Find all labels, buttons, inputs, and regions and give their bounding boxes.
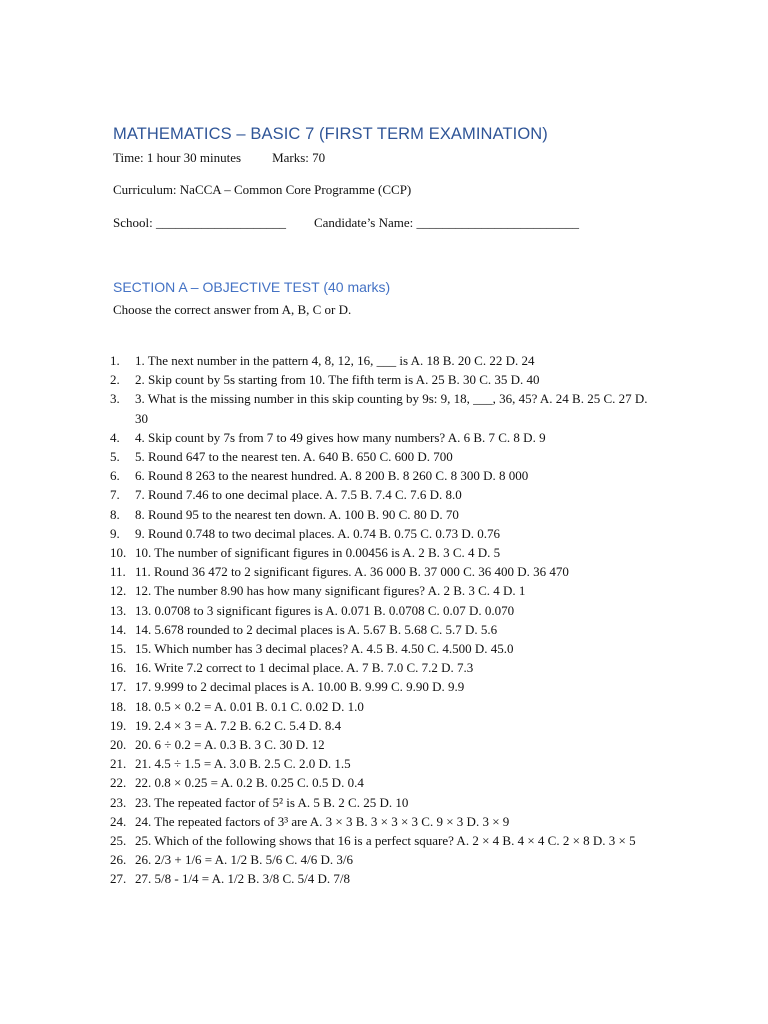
question-number: 13.	[110, 602, 127, 618]
question-number: 17.	[110, 679, 127, 695]
question-text: 26. 2/3 + 1/6 = A. 1/2 B. 5/6 C. 4/6 D. 3/6	[135, 852, 353, 868]
question-item	[110, 543, 655, 562]
question-text: 9. Round 0.748 to two decimal places. A. 0.74 B. 0.75 C. 0.73 D. 0.76	[135, 525, 501, 541]
question-text: 23. The repeated factor of 5² is A. 5 B. 2 C. 25 D. 10	[135, 794, 409, 810]
question-item	[110, 831, 655, 850]
question-text: 15. Which number has 3 decimal places? A. 4.5 B. 4.50 C. 4.500 D. 45.0	[135, 641, 514, 657]
question-item	[110, 581, 655, 600]
question-number: 21.	[110, 756, 127, 772]
candidate-name-field: Candidate’s Name: _________________________	[313, 215, 580, 230]
question-text: 16. Write 7.2 correct to 1 decimal place. A. 7 B. 7.0 C. 7.2 D. 7.3	[135, 660, 474, 676]
question-number: 9.	[110, 525, 120, 541]
question-number: 8.	[110, 506, 120, 522]
question-item	[110, 773, 655, 792]
question-number: 27.	[110, 871, 127, 887]
question-number: 25.	[110, 833, 127, 849]
question-number: 2.	[110, 372, 120, 388]
time-marks-line	[113, 150, 325, 166]
total-marks: Marks: 70	[272, 150, 326, 165]
question-text: 10. The number of significant figures in 0.00456 is A. 2 B. 3 C. 4 D. 5	[135, 545, 501, 561]
question-text: 27. 5/8 - 1/4 = A. 1/2 B. 3/8 C. 5/4 D. 7/8	[135, 871, 350, 887]
question-number: 20.	[110, 737, 127, 753]
curriculum-line: Curriculum: NaCCA – Common Core Programme (CCP)	[113, 182, 412, 197]
question-text: 12. The number 8.90 has how many significant figures? A. 2 B. 3 C. 4 D. 1	[135, 583, 526, 599]
question-number: 19.	[110, 717, 127, 733]
question-item	[110, 658, 655, 677]
question-item	[110, 351, 655, 370]
question-text: 17. 9.999 to 2 decimal places is A. 10.00 B. 9.99 C. 9.90 D. 9.9	[135, 679, 465, 695]
time-allowed: Time: 1 hour 30 minutes	[113, 150, 242, 165]
question-item	[110, 389, 655, 427]
question-list	[110, 351, 655, 889]
question-number: 12.	[110, 583, 127, 599]
question-text: 8. Round 95 to the nearest ten down. A. 100 B. 90 C. 80 D. 70	[135, 506, 459, 522]
question-number: 24.	[110, 813, 127, 829]
question-text: 4. Skip count by 7s from 7 to 49 gives how many numbers? A. 6 B. 7 C. 8 D. 9	[135, 429, 546, 445]
question-item	[110, 428, 655, 447]
question-text: 3. What is the missing number in this skip counting by 9s: 9, 18, ___, 36, 45? A. 24 B. 25 C. 27 D. 30	[135, 391, 648, 426]
question-number: 11.	[110, 564, 126, 580]
question-item	[110, 601, 655, 620]
question-number: 23.	[110, 794, 127, 810]
question-text: 24. The repeated factors of 3³ are A. 3 × 3 B. 3 × 3 × 3 C. 9 × 3 D. 3 × 9	[135, 813, 510, 829]
question-text: 21. 4.5 ÷ 1.5 = A. 3.0 B. 2.5 C. 2.0 D. 1.5	[135, 756, 351, 772]
question-number: 6.	[110, 468, 120, 484]
question-item	[110, 793, 655, 812]
question-text: 5. Round 647 to the nearest ten. A. 640 B. 650 C. 600 D. 700	[135, 449, 453, 465]
question-number: 4.	[110, 429, 120, 445]
question-number: 3.	[110, 391, 120, 407]
question-text: 1. The next number in the pattern 4, 8, 12, 16, ___ is A. 18 B. 20 C. 22 D. 24	[135, 353, 535, 368]
question-number: 7.	[110, 487, 120, 503]
question-text: 22. 0.8 × 0.25 = A. 0.2 B. 0.25 C. 0.5 D. 0.4	[135, 775, 364, 791]
question-item	[110, 735, 655, 754]
question-number: 1.	[110, 353, 120, 368]
exam-title: MATHEMATICS – BASIC 7 (FIRST TERM EXAMINATION)	[113, 125, 548, 143]
question-item	[110, 716, 655, 735]
question-number: 5.	[110, 449, 120, 465]
section-a-title: SECTION A – OBJECTIVE TEST (40 marks)	[113, 279, 391, 295]
question-number: 18.	[110, 698, 127, 714]
question-text: 7. Round 7.46 to one decimal place. A. 7.5 B. 7.4 C. 7.6 D. 8.0	[135, 487, 462, 503]
question-text: 11. Round 36 472 to 2 significant figures. A. 36 000 B. 37 000 C. 36 400 D. 36 470	[135, 564, 569, 580]
question-text: 25. Which of the following shows that 16 is a perfect square? A. 2 × 4 B. 4 × 4 C. 2 × 8 D. 3 × 5	[135, 833, 636, 849]
school-candidate-line	[113, 215, 579, 231]
question-text: 2. Skip count by 5s starting from 10. The fifth term is A. 25 B. 30 C. 35 D. 40	[135, 372, 540, 388]
question-item	[110, 562, 655, 581]
question-number: 16.	[110, 660, 127, 676]
question-item	[110, 677, 655, 696]
question-item	[110, 370, 655, 389]
question-item	[110, 466, 655, 485]
question-item	[110, 620, 655, 639]
question-item	[110, 639, 655, 658]
question-text: 6. Round 8 263 to the nearest hundred. A. 8 200 B. 8 260 C. 8 300 D. 8 000	[135, 468, 529, 484]
section-a-instructions: Choose the correct answer from A, B, C or D.	[113, 302, 352, 317]
question-text: 18. 0.5 × 0.2 = A. 0.01 B. 0.1 C. 0.02 D. 1.0	[135, 698, 364, 714]
question-number: 14.	[110, 621, 127, 637]
question-text: 20. 6 ÷ 0.2 = A. 0.3 B. 3 C. 30 D. 12	[135, 737, 325, 753]
question-item	[110, 447, 655, 466]
question-number: 26.	[110, 852, 127, 868]
question-item	[110, 812, 655, 831]
question-text: 13. 0.0708 to 3 significant figures is A. 0.071 B. 0.0708 C. 0.07 D. 0.070	[135, 602, 515, 618]
question-number: 10.	[110, 545, 127, 561]
question-text: 19. 2.4 × 3 = A. 7.2 B. 6.2 C. 5.4 D. 8.4	[135, 717, 342, 733]
question-number: 22.	[110, 775, 127, 791]
question-item	[110, 850, 655, 869]
question-item	[110, 697, 655, 716]
question-item	[110, 505, 655, 524]
question-number: 15.	[110, 641, 127, 657]
question-item	[110, 524, 655, 543]
school-field: School: ____________________	[113, 215, 286, 230]
question-item	[110, 485, 655, 504]
question-item	[110, 754, 655, 773]
question-text: 14. 5.678 rounded to 2 decimal places is A. 5.67 B. 5.68 C. 5.7 D. 5.6	[135, 621, 498, 637]
question-item	[110, 869, 655, 888]
